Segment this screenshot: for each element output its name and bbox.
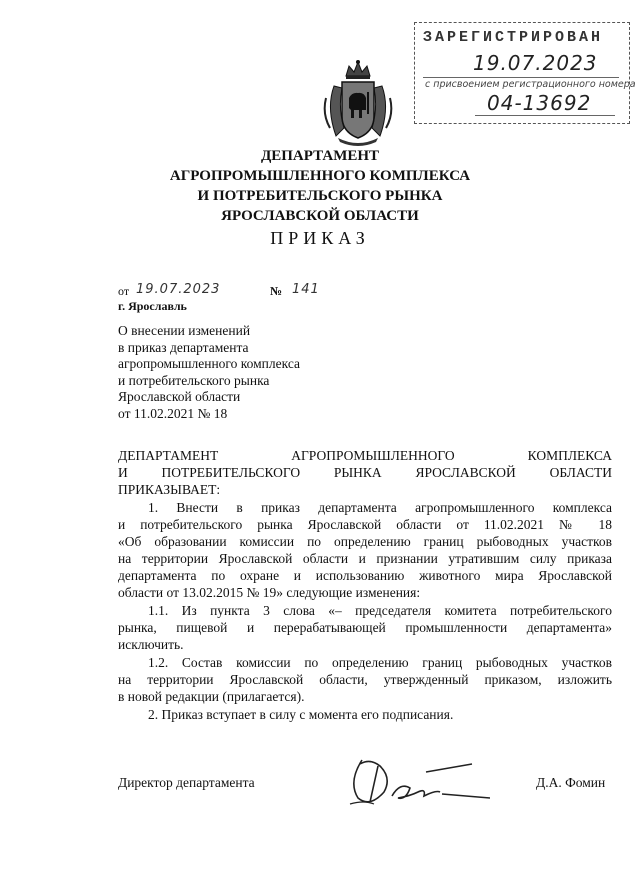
stamp-divider <box>475 115 615 116</box>
department-line: ЯРОСЛАВСКОЙ ОБЛАСТИ <box>221 208 419 224</box>
stamp-number: 04-13692 <box>487 91 592 115</box>
department-line: И ПОТРЕБИТЕЛЬСКОГО РЫНКА <box>197 188 443 204</box>
number-label: № <box>270 284 283 298</box>
stamp-date: 19.07.2023 <box>473 51 598 75</box>
paragraph-line: рынка, пищевой и перерабатывающей промышленности департамента» <box>118 620 612 635</box>
title-line: от 11.02.2021 № 18 <box>118 405 228 421</box>
order-date: 19.07.2023 <box>136 282 221 297</box>
paragraph-line: области от 13.02.2015 № 19» следующие изменения: <box>118 585 421 600</box>
preamble-line: И ПОТРЕБИТЕЛЬСКОГО РЫНКА ЯРОСЛАВСКОЙ ОБЛАСТИ <box>118 465 612 480</box>
stamp-divider <box>423 77 619 78</box>
title-line: агропромышленного комплекса <box>118 356 300 372</box>
paragraph-line: «Об образовании комиссии по определению границ рыбоводных участков <box>118 534 612 549</box>
paragraph-line: исключить. <box>118 637 184 652</box>
paragraph-line: 2. Приказ вступает в силу с момента его подписания. <box>148 707 454 722</box>
title-line: в приказ департамента <box>118 339 249 355</box>
order-number: 141 <box>292 282 320 297</box>
stamp-title: ЗАРЕГИСТРИРОВАН <box>423 29 604 46</box>
city: г. Ярославль <box>118 299 187 313</box>
order-title <box>118 323 300 423</box>
paragraph-line: департамента по охране и использованию животного мира Ярославской <box>118 568 612 583</box>
title-line: О внесении изменений <box>118 323 251 338</box>
title-line: Ярославской области <box>118 389 241 405</box>
paragraph-line: 1. Внести в приказ департамента агропромышленного комплекса <box>148 500 612 515</box>
paragraph-line: 1.2. Состав комиссии по определению границ рыбоводных участков <box>148 655 612 670</box>
document-type: ПРИКАЗ <box>270 228 370 248</box>
registration-stamp <box>414 22 636 124</box>
stamp-caption: с присвоением регистрационного номера <box>425 79 636 90</box>
department-line: ДЕПАРТАМЕНТ <box>260 148 380 164</box>
paragraph-line: и потребительского рынка Ярославской области от 11.02.2021 № 18 <box>118 517 612 532</box>
title-line: и потребительского рынка <box>118 372 270 388</box>
department-name <box>0 146 640 226</box>
from-label: от <box>118 284 130 298</box>
handwritten-signature <box>340 752 490 810</box>
signatory-name: Д.А. Фомин <box>536 775 606 790</box>
signatory-position: Директор департамента <box>118 775 255 790</box>
paragraph-line: на территории Ярославской области и признании утратившим силу приказа <box>118 551 612 566</box>
department-line: АГРОПРОМЫШЛЕННОГО КОМПЛЕКСА <box>169 168 471 184</box>
preamble-line: ПРИКАЗЫВАЕТ: <box>118 482 221 497</box>
paragraph-line: на территории Ярославской области, утвержденный приказом, изложить <box>118 672 612 687</box>
paragraph-line: 1.1. Из пункта 3 слова «– председателя комитета потребительского <box>148 603 612 618</box>
preamble-line: ДЕПАРТАМЕНТ АГРОПРОМЫШЛЕННОГО КОМПЛЕКСА <box>118 448 612 463</box>
paragraph-line: в новой редакции (прилагается). <box>118 689 305 704</box>
coat-of-arms-icon <box>316 58 400 148</box>
